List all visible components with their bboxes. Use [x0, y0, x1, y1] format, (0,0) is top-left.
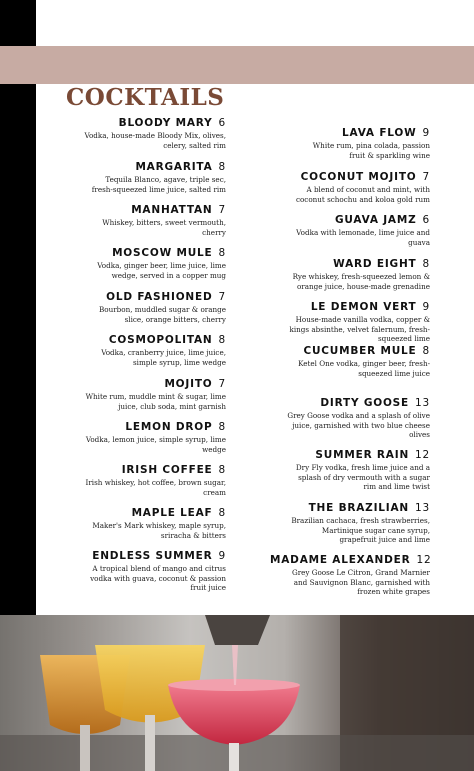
- menu-item-price: 8: [218, 464, 226, 476]
- menu-item-description-line: White rum, pina colada, passion: [312, 141, 430, 150]
- menu-item-description: [270, 141, 430, 160]
- menu-item-description-line: Maker's Mark whiskey, maple syrup,: [92, 521, 226, 530]
- menu-item-description: [270, 359, 430, 378]
- menu-item-heading: [270, 127, 430, 140]
- menu-item-name: OLD FASHIONED: [106, 291, 213, 303]
- menu-item: [270, 258, 430, 291]
- menu-item: [56, 291, 226, 324]
- menu-item-description-line: celery, salted rim: [163, 140, 226, 150]
- menu-item-name: MADAME ALEXANDER: [270, 554, 411, 566]
- menu-item-name: MARGARITA: [135, 161, 213, 173]
- menu-item-description-line: Vodka, house-made Bloody Mix, olives,: [84, 131, 226, 140]
- menu-item-description-line: Brazilian cachaca, fresh strawberries,: [291, 516, 430, 525]
- menu-item-description-line: fruit & sparkling wine: [349, 150, 430, 160]
- menu-item-description-line: Martinique sugar cane syrup,: [321, 525, 430, 535]
- menu-item-description-line: wedge: [202, 444, 226, 454]
- menu-item-description-line: Irish whiskey, hot coffee, brown sugar,: [85, 478, 226, 487]
- menu-item-description: [56, 521, 226, 540]
- header-band: [0, 46, 474, 84]
- menu-item-name: LAVA FLOW: [342, 127, 417, 139]
- menu-item: [56, 204, 226, 237]
- menu-item-price: 12: [416, 554, 432, 566]
- menu-item-description-line: Ketel One vodka, ginger beer, fresh-: [298, 359, 430, 368]
- menu-item-description-line: Dry Fly vodka, fresh lime juice and a: [295, 463, 430, 472]
- menu-item-heading: [270, 397, 430, 410]
- menu-item-description-line: Tequila Blanco, agave, triple sec,: [105, 175, 226, 184]
- menu-item-price: 8: [422, 258, 430, 270]
- menu-item: [56, 507, 226, 540]
- menu-item-description: [56, 564, 226, 593]
- menu-item-description-line: cherry: [202, 227, 226, 237]
- menu-item: [56, 550, 226, 593]
- menu-item: [270, 449, 430, 492]
- menu-item-heading: [56, 204, 226, 217]
- menu-item-price: 7: [218, 204, 226, 216]
- menu-item-price: 6: [422, 214, 430, 226]
- menu-item-price: 13: [415, 502, 430, 514]
- menu-item-description: [56, 478, 226, 497]
- menu-item-heading: [56, 291, 226, 304]
- menu-item-name: ENDLESS SUMMER: [92, 550, 213, 562]
- menu-item-description: [56, 218, 226, 237]
- menu-item-price: 8: [218, 421, 226, 433]
- menu-item-heading: [56, 421, 226, 434]
- menu-item-description-line: Vodka, ginger beer, lime juice, lime: [97, 261, 226, 270]
- menu-item-price: 13: [415, 397, 430, 409]
- menu-item-name: GUAVA JAMZ: [334, 214, 417, 226]
- menu-title: COCKTAILS: [66, 84, 225, 111]
- menu-item-description-line: Vodka with lemonade, lime juice and: [296, 228, 430, 237]
- menu-item-description: [270, 463, 430, 492]
- menu-item: [56, 117, 226, 150]
- menu-item-description-line: Vodka, cranberry juice, lime juice,: [101, 348, 226, 357]
- menu-item-description-line: juice, club soda, mint garnish: [118, 401, 226, 411]
- menu-item-description-line: sriracha & bitters: [160, 530, 226, 540]
- menu-item-description: [270, 516, 430, 545]
- left-menu-column: [56, 117, 226, 597]
- menu-item-description-line: Rye whiskey, fresh-squeezed lemon &: [292, 272, 430, 281]
- menu-item-heading: [56, 378, 226, 391]
- menu-item-name: DIRTY GOOSE: [320, 397, 410, 409]
- menu-item-heading: [56, 161, 226, 174]
- menu-item-description-line: Bourbon, muddled sugar & orange: [98, 305, 226, 314]
- menu-item-description-line: squeezed lime juice: [358, 368, 430, 378]
- menu-item-description: [56, 175, 226, 194]
- menu-item-description-line: House-made vanilla vodka, copper &: [295, 315, 430, 324]
- menu-item-name: MANHATTAN: [131, 204, 213, 216]
- menu-item: [56, 161, 226, 194]
- menu-item-name: IRISH COFFEE: [121, 464, 213, 476]
- menu-item-description-line: squeezed lime: [377, 334, 430, 343]
- menu-item-price: 12: [415, 449, 430, 461]
- menu-item-heading: [56, 334, 226, 347]
- left-black-bar: [0, 0, 36, 615]
- menu-item-heading: [270, 171, 430, 184]
- menu-item-name: LEMON DROP: [125, 421, 213, 433]
- menu-item: [56, 378, 226, 411]
- menu-item-price: 7: [422, 171, 430, 183]
- menu-item: [270, 171, 430, 204]
- menu-item-name: MOSCOW MULE: [112, 247, 213, 259]
- menu-item-description-line: grapefruit juice and lime: [339, 535, 430, 544]
- menu-item-description: [270, 315, 430, 344]
- menu-item-description: [270, 411, 430, 440]
- menu-item-description-line: A blend of coconut and mint, with: [306, 185, 430, 194]
- menu-item-description-line: juice, garnished with two blue cheese: [292, 420, 430, 430]
- menu-item-description-line: vodka with guava, coconut & passion: [90, 573, 226, 583]
- menu-item-heading: [56, 464, 226, 477]
- menu-item: [56, 247, 226, 280]
- menu-item-price: 6: [218, 117, 226, 129]
- menu-item-description-line: frozen white grapes: [357, 587, 430, 596]
- menu-item-description-line: guava: [408, 237, 430, 247]
- menu-item-description-line: splash of dry vermouth with a sugar: [298, 472, 430, 482]
- menu-item-description-line: rim and lime twist: [363, 482, 430, 491]
- menu-item: [270, 214, 430, 247]
- menu-item: [270, 502, 430, 545]
- menu-item-description: [56, 348, 226, 367]
- menu-item-description: [56, 435, 226, 454]
- right-menu-column: [270, 127, 430, 597]
- menu-item-name: THE BRAZILIAN: [308, 502, 410, 514]
- menu-item-description: [270, 272, 430, 291]
- menu-item-price: 8: [218, 247, 226, 259]
- menu-item-name: COCONUT MOJITO: [300, 171, 417, 183]
- menu-item-description-line: simple syrup, lime wedge: [132, 357, 226, 367]
- menu-item-name: CUCUMBER MULE: [303, 345, 417, 357]
- menu-item-description-line: coconut schochu and koloa gold rum: [295, 194, 430, 204]
- menu-item-description: [56, 261, 226, 280]
- menu-item-heading: [56, 550, 226, 563]
- menu-item-price: 8: [218, 334, 226, 346]
- menu-item-price: 8: [218, 161, 226, 173]
- menu-item-name: COSMOPOLITAN: [108, 334, 213, 346]
- menu-item-name: MAPLE LEAF: [131, 507, 213, 519]
- menu-item-description: [56, 392, 226, 411]
- menu-item-name: WARD EIGHT: [333, 258, 417, 270]
- menu-item-description-line: orange juice, house-made grenadine: [296, 281, 430, 291]
- menu-item-description: [270, 185, 430, 204]
- menu-item-description: [270, 568, 430, 597]
- menu-item-description-line: kings absinthe, velvet falernum, fresh-: [289, 324, 430, 334]
- menu-item: [270, 301, 430, 344]
- menu-item-heading: [270, 554, 430, 567]
- menu-item-name: SUMMER RAIN: [315, 449, 410, 461]
- menu-item-description-line: Grey Goose vodka and a splash of olive: [287, 411, 430, 420]
- menu-item-price: 9: [422, 127, 430, 139]
- menu-item-heading: [270, 502, 430, 515]
- menu-item-price: 8: [218, 507, 226, 519]
- menu-item-description: [270, 228, 430, 247]
- menu-item-description-line: Grey Goose Le Citron, Grand Marnier: [291, 568, 430, 577]
- menu-item: [270, 127, 430, 160]
- menu-item-description-line: White rum, muddle mint & sugar, lime: [85, 392, 226, 401]
- menu-item-description: [56, 131, 226, 150]
- menu-item-heading: [56, 247, 226, 260]
- menu-item-price: 7: [218, 291, 226, 303]
- menu-item-price: 7: [218, 378, 226, 390]
- menu-item-price: 8: [422, 345, 430, 357]
- menu-item: [56, 464, 226, 497]
- menu-item-description-line: wedge, served in a copper mug: [111, 270, 226, 280]
- menu-item-description-line: Whiskey, bitters, sweet vermouth,: [102, 218, 226, 227]
- menu-item: [270, 345, 430, 378]
- menu-item-description: [56, 305, 226, 324]
- menu-item-heading: [270, 214, 430, 227]
- menu-item-name: MOJITO: [164, 378, 213, 390]
- menu-item-name: BLOODY MARY: [118, 117, 213, 129]
- menu-item-heading: [270, 301, 430, 314]
- menu-item-heading: [270, 345, 430, 358]
- menu-item-description-line: fruit juice: [190, 583, 226, 592]
- menu-item-description-line: cream: [203, 487, 226, 497]
- menu-item: [270, 554, 430, 597]
- menu-item-description-line: fresh-squeezed lime juice, salted rim: [91, 184, 226, 194]
- menu-item-description-line: A tropical blend of mango and citrus: [92, 564, 226, 573]
- menu-item-heading: [56, 117, 226, 130]
- menu-item-price: 9: [218, 550, 226, 562]
- cocktails-photo: [0, 615, 474, 771]
- menu-item: [56, 334, 226, 367]
- menu-item-description-line: slice, orange bitters, cherry: [124, 314, 226, 324]
- menu-item-heading: [270, 258, 430, 271]
- menu-item-heading: [56, 507, 226, 520]
- menu-item-heading: [270, 449, 430, 462]
- menu-item-description-line: olives: [409, 430, 430, 439]
- menu-item: [56, 421, 226, 454]
- menu-item-name: LE DEMON VERT: [310, 301, 417, 313]
- menu-item-description-line: Vodka, lemon juice, simple syrup, lime: [85, 435, 226, 444]
- cocktail-glasses-image: [0, 615, 474, 771]
- menu-item: [270, 397, 430, 440]
- menu-item-price: 9: [422, 301, 430, 313]
- menu-item-description-line: and Sauvignon Blanc, garnished with: [293, 577, 430, 587]
